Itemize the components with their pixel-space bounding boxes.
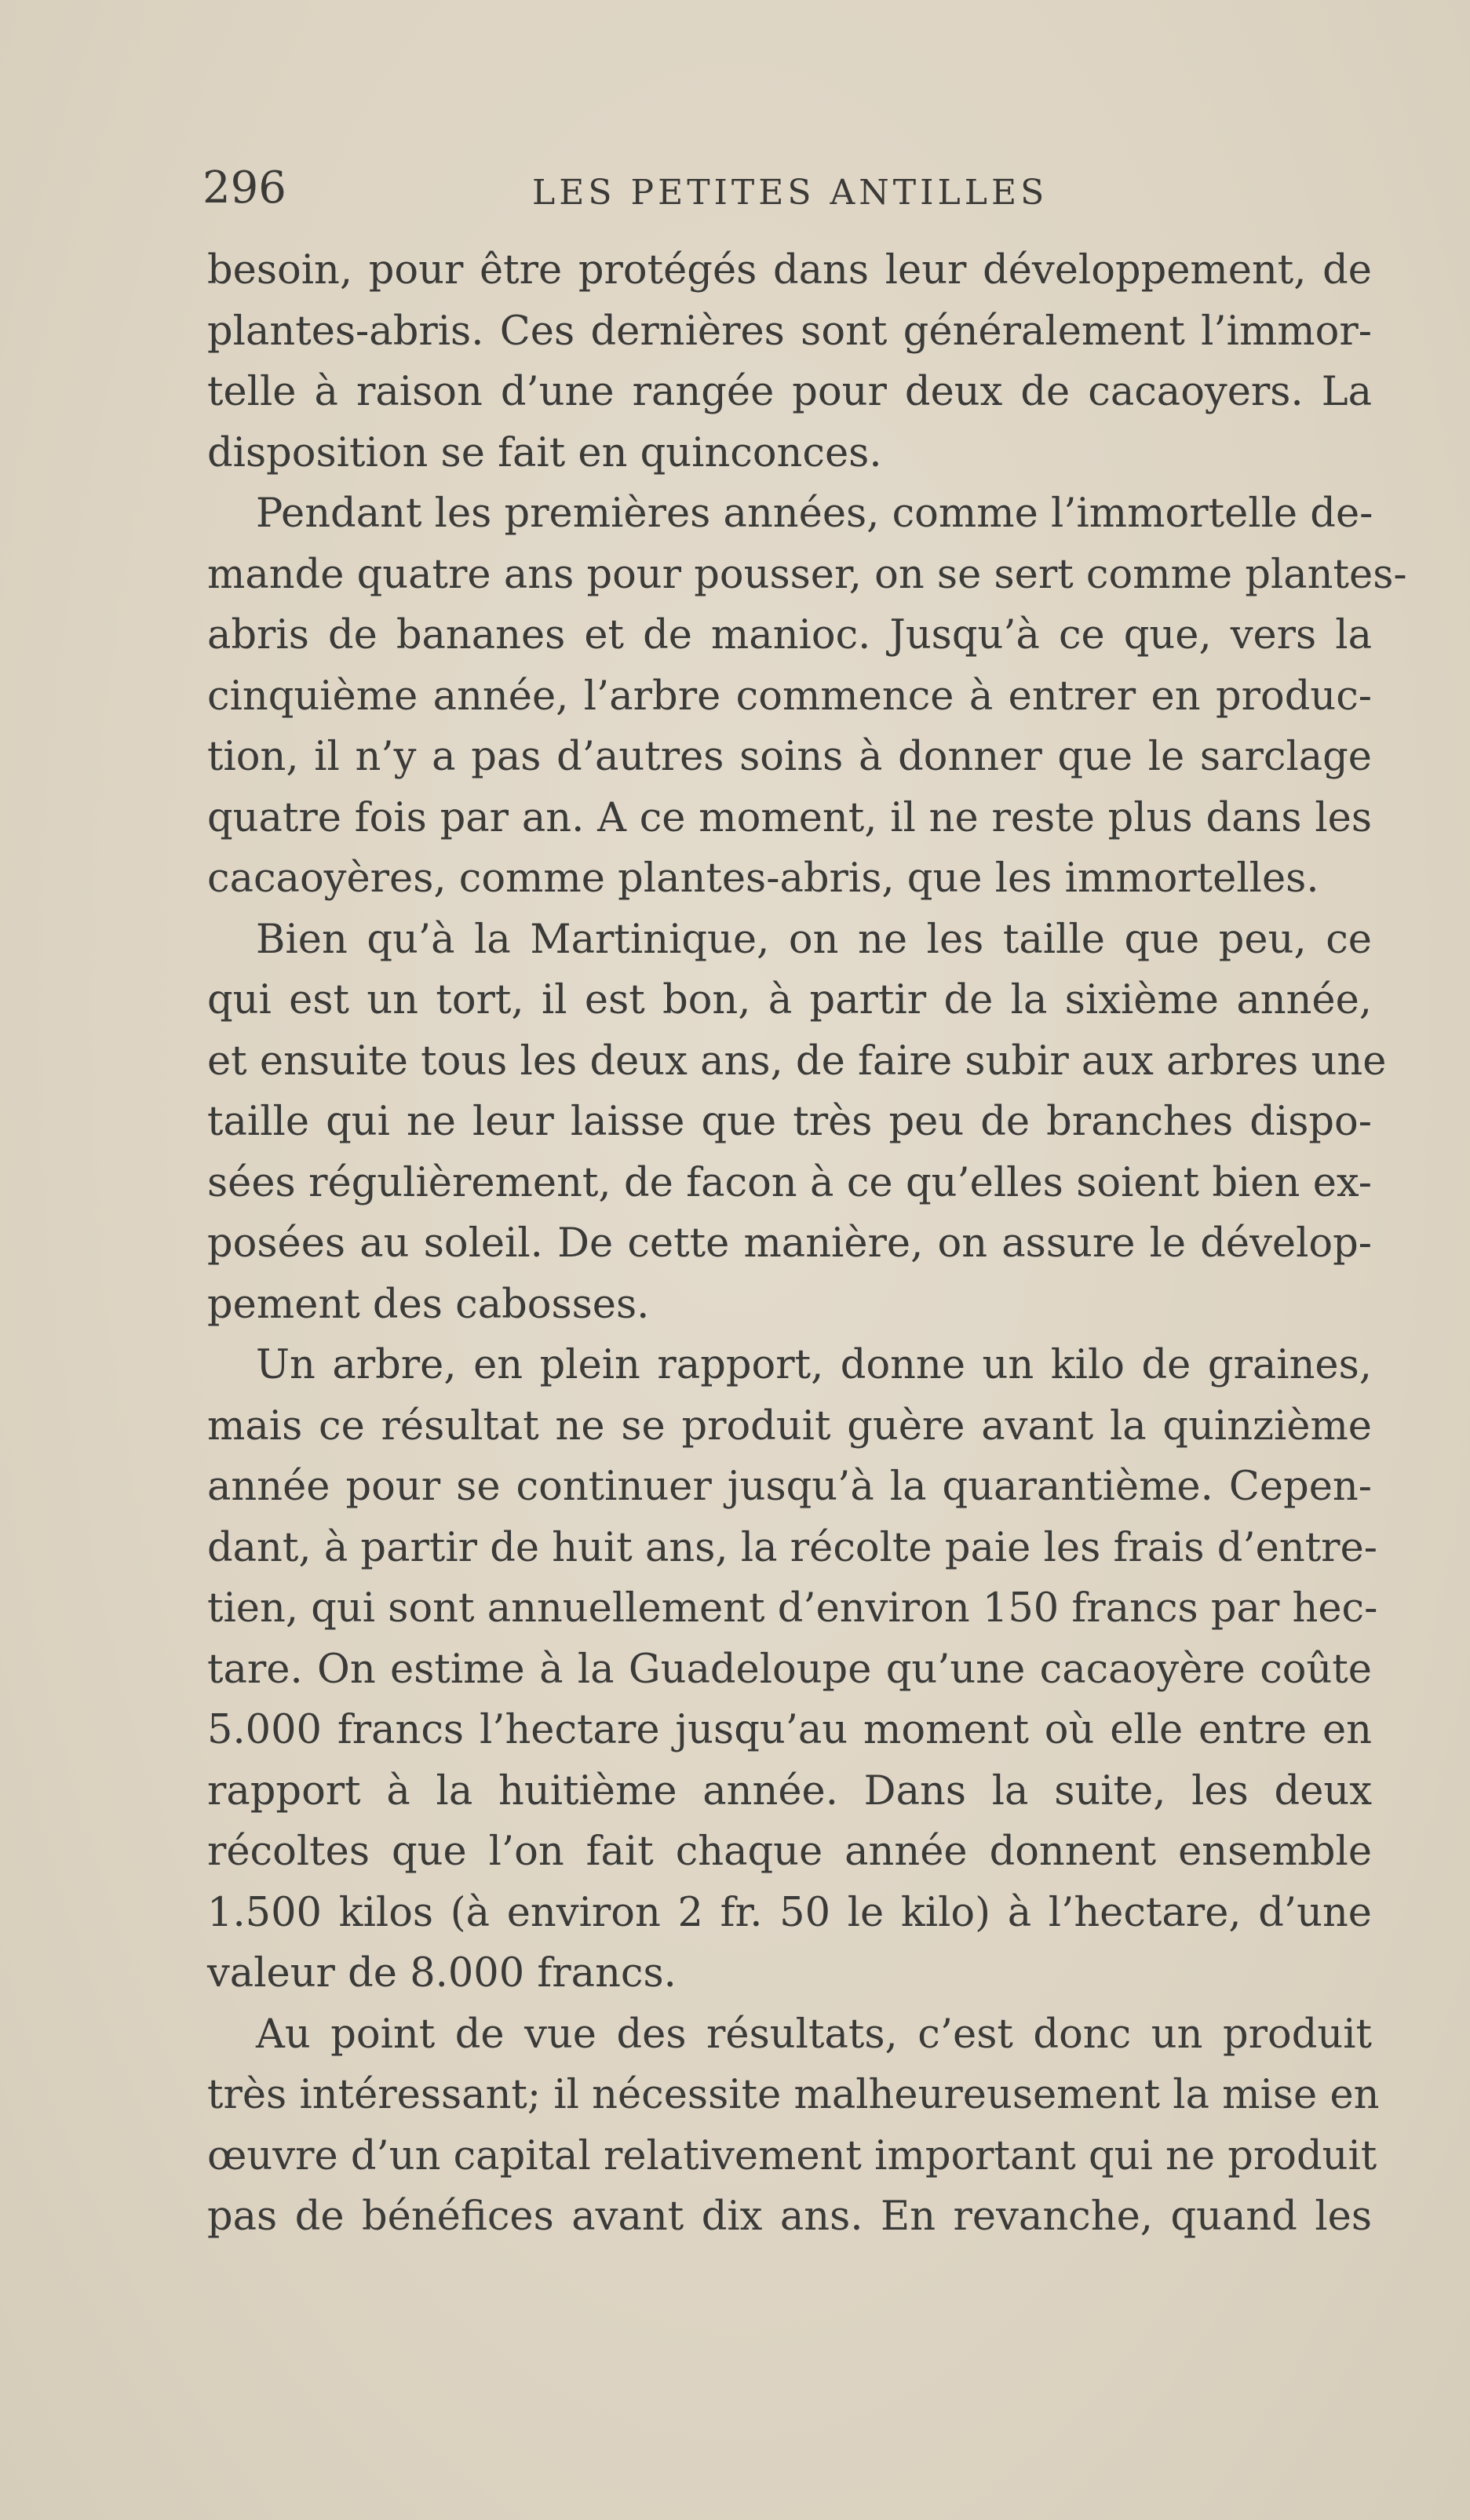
- body-text: [207, 240, 1407, 2248]
- text-line: taille qui ne leur laisse que très peu de branches dispo-: [207, 1099, 1372, 1145]
- text-line: œuvre d’un capital relativement important qui ne produit: [207, 2132, 1377, 2179]
- text-line: Au point de vue des résultats, c’est donc un produit: [256, 2011, 1372, 2058]
- text-line: valeur de 8.000 francs.: [207, 1950, 677, 1997]
- text-line: rapport à la huitième année. Dans la suite, les deux: [207, 1767, 1372, 1814]
- text-line: 1.500 kilos (à environ 2 fr. 50 le kilo) à l’hectare, d’une: [207, 1889, 1372, 1936]
- text-line: Pendant les premières années, comme l’immortelle de-: [256, 491, 1373, 537]
- text-line: tien, qui sont annuellement d’environ 150 francs par hec-: [207, 1585, 1378, 1632]
- text-line: 5.000 francs l’hectare jusqu’au moment où elle entre en: [207, 1707, 1372, 1753]
- text-line: et ensuite tous les deux ans, de faire subir aux arbres une: [207, 1038, 1387, 1085]
- text-line: plantes-abris. Ces dernières sont généralement l’immor-: [207, 308, 1372, 355]
- page-number: 296: [202, 162, 286, 213]
- text-line: posées au soleil. De cette manière, on assure le dévelop-: [207, 1220, 1372, 1267]
- running-title: LES PETITES ANTILLES: [532, 173, 1049, 213]
- text-line: cacaoyères, comme plantes-abris, que les immortelles.: [207, 855, 1319, 902]
- text-line: Un arbre, en plein rapport, donne un kilo de graines,: [256, 1342, 1372, 1388]
- text-line: telle à raison d’une rangée pour deux de cacaoyers. La: [207, 369, 1372, 415]
- text-line: Bien qu’à la Martinique, on ne les taille que peu, ce: [256, 916, 1372, 963]
- text-line: disposition se fait en quinconces.: [207, 429, 882, 476]
- text-line: dant, à partir de huit ans, la récolte paie les frais d’entre-: [207, 1524, 1377, 1571]
- text-line: mais ce résultat ne se produit guère avant la quinzième: [207, 1402, 1372, 1450]
- text-line: tare. On estime à la Guadeloupe qu’une cacaoyère coûte: [207, 1646, 1372, 1693]
- text-line: cinquième année, l’arbre commence à entrer en produc-: [207, 673, 1372, 720]
- text-line: pas de bénéfices avant dix ans. En revanche, quand les: [207, 2194, 1372, 2240]
- page-header: [202, 157, 1372, 220]
- text-line: récoltes que l’on fait chaque année donnent ensemble: [207, 1829, 1372, 1875]
- text-line: quatre fois par an. A ce moment, il ne reste plus dans les: [207, 794, 1372, 841]
- text-line: très intéressant; il nécessite malheureusement la mise en: [207, 2072, 1380, 2118]
- text-line: année pour se continuer jusqu’à la quarantième. Cepen-: [207, 1464, 1372, 1510]
- text-line: besoin, pour être protégés dans leur développement, de: [207, 247, 1372, 294]
- text-line: qui est un tort, il est bon, à partir de la sixième année,: [207, 977, 1372, 1023]
- text-line: sées régulièrement, de facon à ce qu’elles soient bien ex-: [207, 1159, 1372, 1206]
- text-line: mande quatre ans pour pousser, on se sert comme plantes-: [207, 551, 1407, 598]
- text-line: pement des cabosses.: [207, 1281, 650, 1328]
- text-line: tion, il n’y a pas d’autres soins à donner que le sarclage: [207, 734, 1372, 780]
- text-line: abris de bananes et de manioc. Jusqu’à ce que, vers la: [207, 612, 1372, 658]
